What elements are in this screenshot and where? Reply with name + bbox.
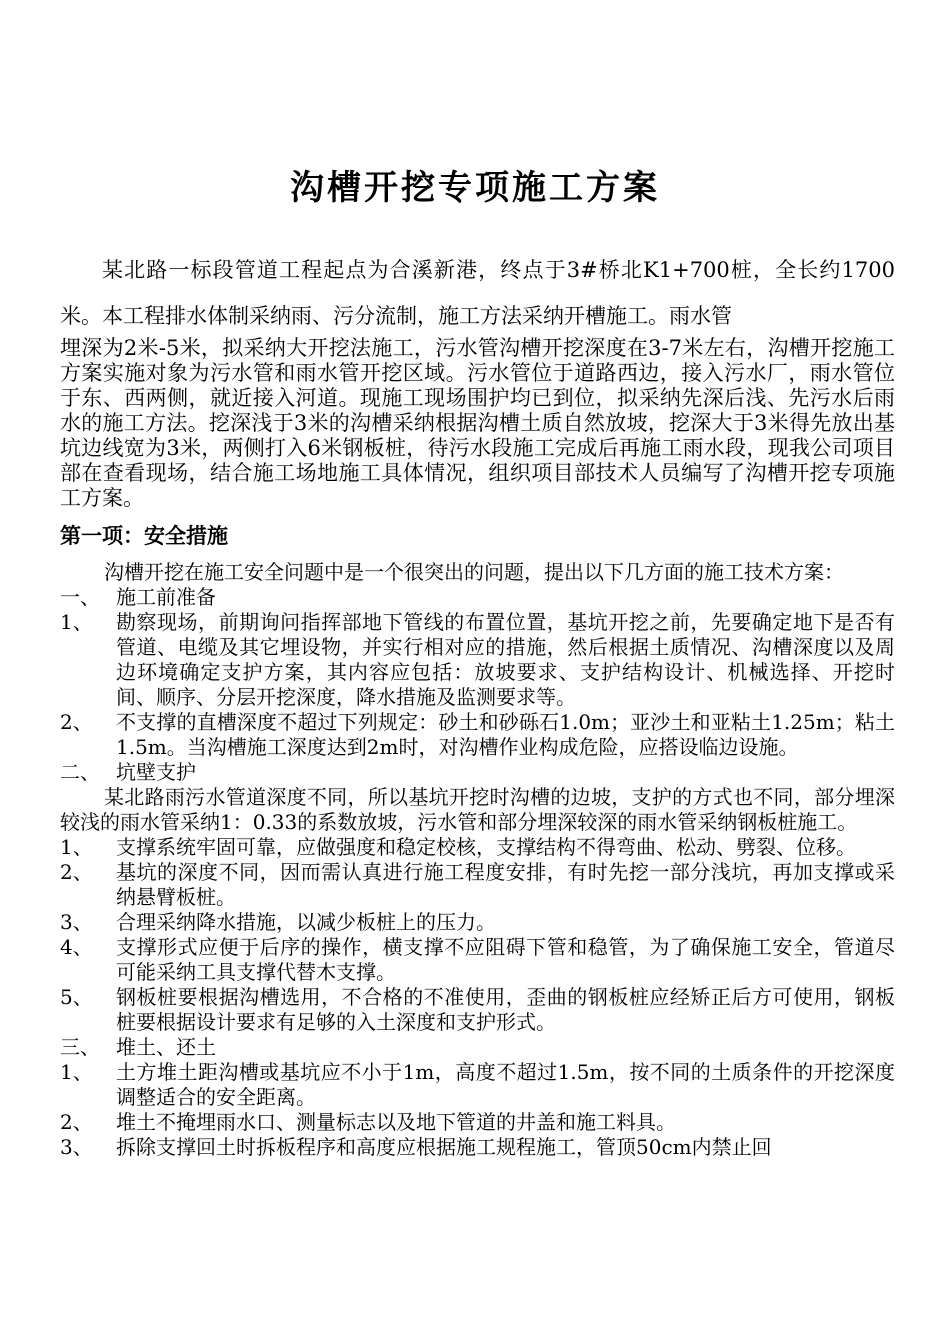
list-item-number: 5、: [60, 985, 93, 1009]
list-item-text: 合理采纳降水措施，以减少板桩上的压力。: [116, 910, 496, 934]
section-1-heading: [60, 585, 895, 610]
section-3-number: 三、: [60, 1035, 100, 1059]
document-title: 沟槽开挖专项施工方案: [290, 168, 660, 208]
list-item: [60, 710, 895, 760]
intro-paragraph-1: 某北路一标段管道工程起点为合溪新港，终点于3#桥北K1+700桩，全长约1700米。本工程排水体制采纳雨、污分流制，施工方法采纳开槽施工。雨水管: [60, 258, 895, 328]
list-item: [60, 610, 895, 710]
list-item-number: 2、: [60, 1110, 93, 1134]
list-item-text: 土方堆土距沟槽或基坑应不小于1m，高度不超过1.5m，按不同的土质条件的开挖深度调整适合的安全距离。: [116, 1060, 895, 1109]
section-2-title: 坑壁支护: [116, 760, 196, 784]
section-heading-safety: 第一项：安全措施: [60, 524, 228, 548]
list-item: [60, 910, 895, 935]
list-item-text: 支撑形式应便于后序的操作，横支撑不应阻碍下管和稳管，为了确保施工安全，管道尽可能采纳工具支撑代替木支撑。: [116, 935, 895, 984]
list-item: [60, 1110, 895, 1135]
list-item: [60, 860, 895, 910]
list-item: [60, 835, 895, 860]
list-item-text: 不支撑的直槽深度不超过下列规定：砂土和砂砾石1.0m；亚沙土和亚粘土1.25m；粘土 1.5m。当沟槽施工深度达到2m时，对沟槽作业构成危险，应搭设临边设施。: [116, 710, 895, 759]
list-item: [60, 935, 895, 985]
list-item: [60, 1135, 895, 1160]
list-item-text: 拆除支撑回土时拆板程序和高度应根据施工规程施工，管顶50cm内禁止回: [116, 1135, 772, 1159]
list-item-text: 钢板桩要根据沟槽选用，不合格的不准使用，歪曲的钢板桩应经矫正后方可使用，钢板桩要根据设计要求有足够的入土深度和支护形式。: [116, 985, 895, 1034]
list-item-number: 4、: [60, 935, 93, 959]
section-3-heading: [60, 1035, 895, 1060]
list-item-number: 1、: [60, 1060, 93, 1084]
list-item-text: 堆土不掩埋雨水口、测量标志以及地下管道的井盖和施工料具。: [116, 1110, 676, 1134]
list-item-number: 3、: [60, 910, 93, 934]
intro-line: 沟槽开挖在施工安全问题中是一个很突出的问题，提出以下几方面的施工技术方案：: [104, 560, 844, 584]
list-item-text: 基坑的深度不同，因而需认真进行施工程度安排，有时先挖一部分浅坑，再加支撑或采纳悬臂板桩。: [116, 860, 895, 909]
list-item: [60, 985, 895, 1035]
list-item-number: 3、: [60, 1135, 93, 1159]
document-body: [60, 560, 895, 1160]
section-1-number: 一、: [60, 585, 100, 609]
list-item-number: 2、: [60, 860, 93, 884]
list-item-number: 2、: [60, 710, 93, 734]
list-item-number: 1、: [60, 610, 93, 634]
list-item-text: 支撑系统牢固可靠，应做强度和稳定校核，支撑结构不得弯曲、松动、劈裂、位移。: [116, 835, 856, 859]
section-2-heading: [60, 760, 895, 785]
section-2-number: 二、: [60, 760, 100, 784]
section-3-title: 堆土、还土: [116, 1035, 216, 1059]
list-item-number: 1、: [60, 835, 93, 859]
section-1-title: 施工前准备: [116, 585, 216, 609]
list-item: [60, 1060, 895, 1110]
intro-paragraph-2: 埋深为2米-5米，拟采纳大开挖法施工，污水管沟槽开挖深度在3-7米左右，沟槽开挖施工方案实施对象为污水管和雨水管开挖区域。污水管位于道路西边，接入污水厂，雨水管位于东、西两侧，就近接入河道。现施工现场围护均已到位，拟采纳先深后浅、先污水后雨水的施工方法。挖深浅于3米的沟槽采纳根据沟槽土质自然放坡，挖深大于3米得先放出基坑边线宽为3米，两侧打入6米钢板桩，待污水段施工完成后再施工雨水段，现我公司项目部在查看现场，结合施工场地施工具体情况，组织项目部技术人员编写了沟槽开挖专项施工方案。: [60, 336, 895, 510]
section-2-paragraph: 某北路雨污水管道深度不同，所以基坑开挖时沟槽的边坡，支护的方式也不同，部分埋深较浅的雨水管采纳1：0.33的系数放坡，污水管和部分埋深较深的雨水管采纳钢板桩施工。: [60, 785, 895, 834]
list-item-text: 勘察现场，前期询问指挥部地下管线的布置位置，基坑开挖之前，先要确定地下是否有管道、电缆及其它埋设物，并实行相对应的措施，然后根据土质情况、沟槽深度以及周边环境确定支护方案，其内容应包括：放坡要求、支护结构设计、机械选择、开挖时间、顺序、分层开挖深度，降水措施及监测要求等。: [116, 610, 895, 709]
